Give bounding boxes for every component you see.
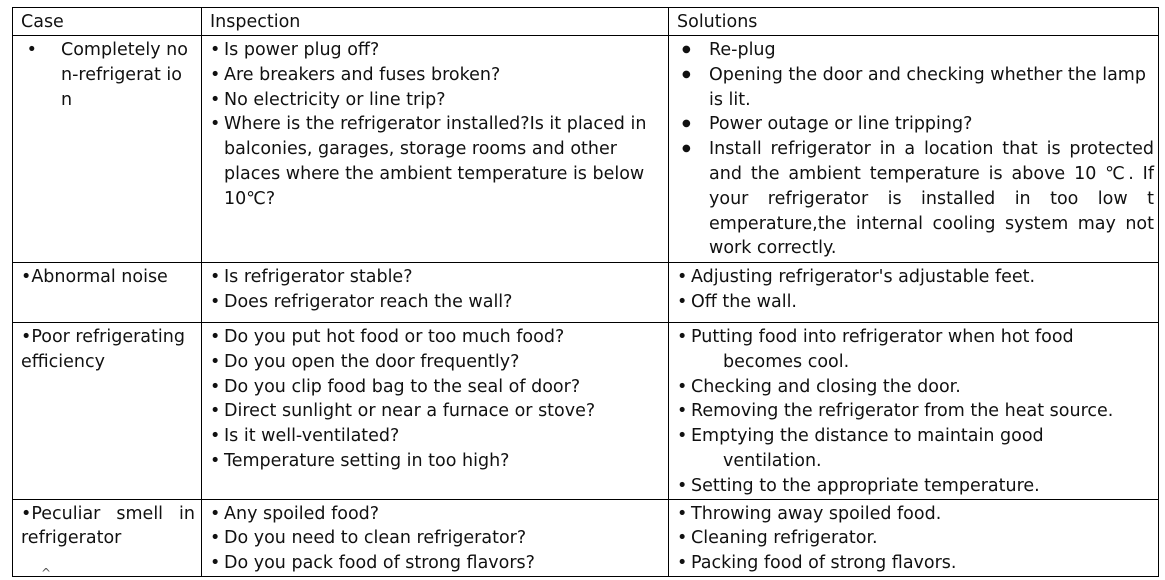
- list-item-text: Putting food into refrigerator when hot food: [691, 327, 1074, 347]
- list-item: • Adjusting refrigerator's adjustable feet.: [677, 265, 1154, 290]
- list-item: ● Opening the door and checking whether the lamp is lit.: [677, 63, 1154, 113]
- list-item: • Packing food of strong flavors.: [677, 551, 1154, 576]
- list-item: • Temperature setting in too high?: [210, 449, 664, 474]
- list-item: • Do you open the door frequently?: [210, 350, 664, 375]
- list-item: • Is power plug off?: [210, 38, 664, 63]
- list-item: ● Install refrigerator in a location that is protected and the ambient temperature is above 10 ℃. If your refrigerator is installed in too low t emperature,the internal cooling system may not work correctly.: [677, 137, 1154, 261]
- list-item: • Is it well-ventilated?: [210, 424, 664, 449]
- list-item: • Do you clip food bag to the seal of door?: [210, 375, 664, 400]
- list-item: • Are breakers and fuses broken?: [210, 63, 664, 88]
- solutions-cell: [669, 36, 1159, 263]
- case-cell: [13, 36, 202, 263]
- list-item: ● Power outage or line tripping?: [677, 112, 1154, 137]
- list-item: [677, 424, 1154, 474]
- solutions-cell: [669, 323, 1159, 500]
- list-item: • Setting to the appropriate temperature.: [677, 474, 1154, 499]
- list-item: • Direct sunlight or near a furnace or stove?: [210, 399, 664, 424]
- list-item: • Where is the refrigerator installed?Is it placed in balconies, garages, storage rooms and other places where the ambient temperature is below 10℃?: [210, 112, 664, 211]
- case-cell: •Abnormal noise: [13, 263, 202, 323]
- bullet-icon: •: [21, 40, 37, 60]
- footer-mark: ^: [41, 566, 52, 580]
- list-item-continuation: ventilation.: [723, 450, 822, 471]
- list-item: • No electricity or line trip?: [210, 88, 664, 113]
- list-item: • Cleaning refrigerator.: [677, 526, 1154, 551]
- list-item: • Removing the refrigerator from the heat source.: [677, 399, 1154, 424]
- list-item: ● Re-plug: [677, 38, 1154, 63]
- case-cell: [13, 499, 202, 576]
- list-item: • Do you pack food of strong flavors?: [210, 551, 664, 576]
- table-row: [13, 323, 1159, 500]
- inspection-cell: [202, 499, 669, 576]
- list-item: • Checking and closing the door.: [677, 375, 1154, 400]
- table-row: [13, 499, 1159, 576]
- header-inspection: Inspection: [202, 8, 669, 36]
- list-item: • Does refrigerator reach the wall?: [210, 290, 664, 315]
- inspection-cell: [202, 36, 669, 263]
- list-item-text: Emptying the distance to maintain good: [691, 426, 1044, 447]
- solutions-cell: [669, 263, 1159, 323]
- solutions-cell: [669, 499, 1159, 576]
- list-item: • Do you need to clean refrigerator?: [210, 526, 664, 551]
- case-text: •Peculiar smell in refrigerator: [21, 503, 195, 549]
- header-case: Case: [13, 8, 202, 36]
- list-item: [677, 325, 1154, 375]
- table-header-row: [13, 8, 1159, 36]
- troubleshooting-table: [12, 7, 1159, 577]
- table-row: [13, 36, 1159, 263]
- list-item: • Is refrigerator stable?: [210, 265, 664, 290]
- case-cell: •Poor refrigerating efficiency: [13, 323, 202, 500]
- case-text: Completely non-refrigerat ion: [61, 40, 188, 110]
- list-item: • Off the wall.: [677, 290, 1154, 315]
- table-row: [13, 263, 1159, 323]
- list-item: • Any spoiled food?: [210, 502, 664, 527]
- list-item: • Throwing away spoiled food.: [677, 502, 1154, 527]
- list-item: • Do you put hot food or too much food?: [210, 325, 664, 350]
- header-solutions: Solutions: [669, 8, 1159, 36]
- inspection-cell: [202, 263, 669, 323]
- inspection-cell: [202, 323, 669, 500]
- list-item-continuation: becomes cool.: [723, 351, 850, 372]
